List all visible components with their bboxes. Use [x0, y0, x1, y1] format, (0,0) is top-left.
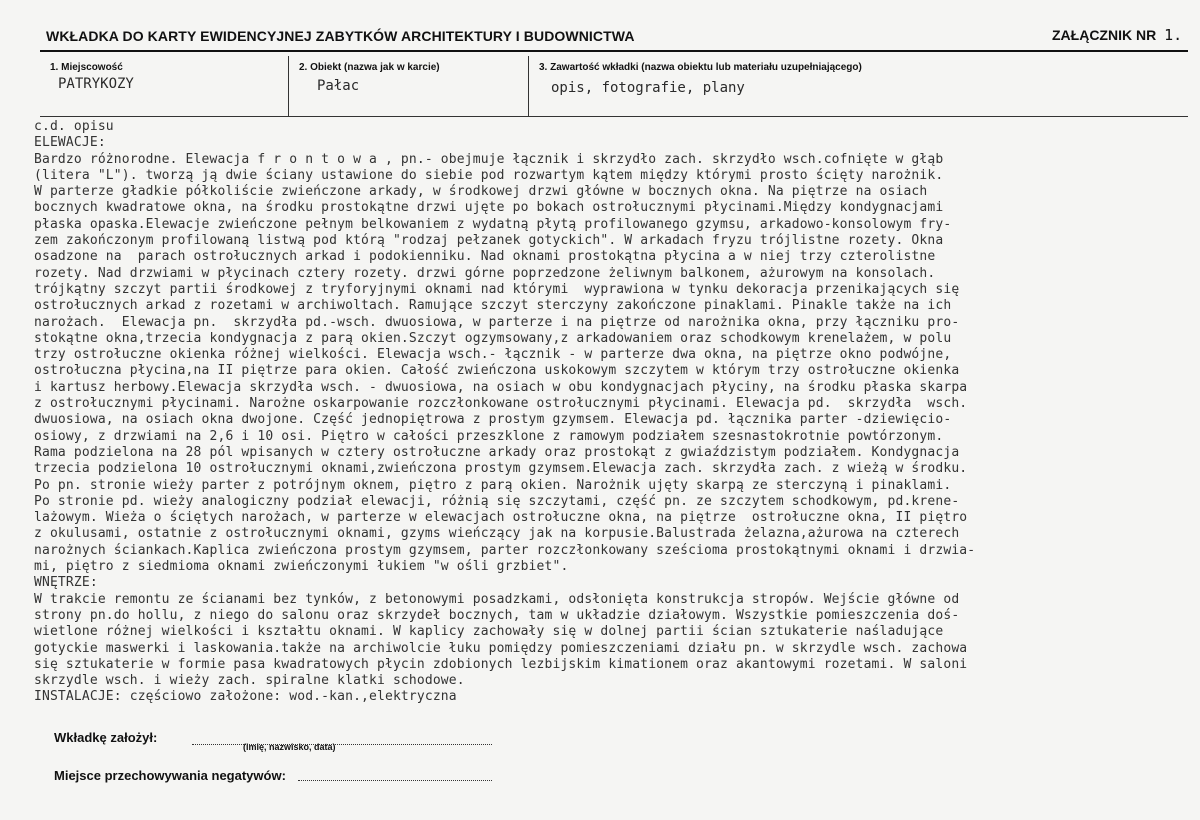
annex-label-group	[1052, 26, 1182, 44]
contents-value: opis, fotografie, plany	[551, 80, 745, 96]
description-line: skrzydle wsch. i wieży zach. spiralne klatki schodowe.	[34, 673, 465, 689]
description-line: ostrołucznych arkad z rozetami w archiwoltach. Ramujące szczyt sterczyny zakończone pinaklami. Pinakle także na ich	[34, 298, 952, 314]
description-line: W parterze gładkie półkoliście zwieńczone arkady, w środkowej drzwi główne w bocznych okna. Na piętrze na osiach	[34, 184, 928, 200]
locality-field	[40, 56, 288, 116]
description-line: trzy ostrołuczne okienka różnej wielkości. Elewacja wsch.- łącznik - w parterze dwa okna, na piętrze okno podwójne,	[34, 347, 952, 363]
description-line: INSTALACJE: częściowo założone: wod.-kan.,elektryczna	[34, 689, 457, 705]
description-line: dwuosiowa, na osiach okna dwojone. Część jednopiętrowa z prostym gzymsem. Elewacja pd. łącznika parter -dziewięcio-	[34, 412, 952, 428]
description-line: bocznych kwadratowe okna, na środku prostokątne drzwi ujęte po bokach ostrołucznymi płycinami.Między kondygnacjami	[34, 200, 944, 216]
contents-field	[528, 56, 1149, 116]
description-line: narożach. Elewacja pn. skrzydła pd.-wsch. dwuosiowa, w parterze i na piętrze od narożnika okna, przy łączniku pro-	[34, 314, 960, 330]
description-line: ostrołuczna płycina,na II piętrze para okien. Całość zwieńczona uskokowym szczytem w którym trzy ostrołuczne okienka	[34, 363, 960, 379]
description-line: c.d. opisu	[34, 119, 114, 134]
description-line: mi, piętro z siedmioma oknami zwieńczonymi łukiem "w ośli grzbiet".	[34, 559, 569, 575]
description-line: Po stronie pd. wieży analogiczny podział elewacji, różnią się szczytami, część pn. ze szczytem schodkowym, pd.krene-	[34, 493, 960, 509]
negatives-location-line	[298, 780, 492, 781]
description-line: zem zakończonym profilowaną listwą pod którą "rodzaj pełzanek gotyckich". W arkadach fryzu trójlistne rozety. Okna	[34, 233, 944, 249]
insert-made-by-line	[192, 744, 492, 745]
description-line: ELEWACJE:	[34, 135, 106, 151]
description-line: osadzone na parach ostrołucznych arkad i podokienniku. Nad oknami prostokątna płycina a w niej trzy czterolistne	[34, 249, 936, 265]
description-line: z ostrołucznymi płycinami. Narożne oskarpowanie rozczłonkowane ostrołucznymi płycinami. Elewacja pd. skrzydła wsch.	[34, 396, 968, 412]
description-line: lażowym. Wieża o ściętych narożach, w parterze w elewacjach ostrołuczne okna, na piętrze ostrołuczne okna, II piętro	[34, 510, 968, 526]
negatives-location-label: Miejsce przechowywania negatywów:	[54, 768, 286, 783]
description-line: (litera "L"). tworzą ją dwie ściany ustawione do siebie pod rozwartym kątem między którymi prosto ścięty narożnik.	[34, 167, 944, 183]
description-line: z okulusami, ostatnie z ostrołucznymi oknami, gzyms wieńczący jak na korpusie.Balustrada żelazna,ażurowa na czterech	[34, 526, 960, 542]
annex-label: ZAŁĄCZNIK NR	[1052, 27, 1157, 43]
fields-row	[40, 56, 1188, 117]
insert-made-by-hint: (imię, nazwisko, data)	[243, 742, 336, 752]
description-line: wietlone różnej wielkości i kształtu oknami. W kaplicy zachowały się w dolnej partii ścian sztukaterie naśladujące	[34, 624, 944, 640]
insert-made-by-label: Wkładkę założył:	[54, 730, 158, 745]
description-line: WNĘTRZE:	[34, 575, 98, 591]
description-line: stokątne okna,trzecia kondygnacja z parą okien.Szczyt ogzymsowany,z arkadowaniem oraz schodkowym krenelażem, w polu	[34, 330, 952, 346]
description-line: Po pn. stronie wieży parter z potrójnym oknem, piętro z parą okien. Narożnik ujęty skarpą ze sterczyną i pinaklami.	[34, 477, 952, 493]
description-line: rozety. Nad drzwiami w płycinach cztery rozety. drzwi górne poprzedzone żeliwnym balkonem, ażurowym na konsolach.	[34, 265, 936, 281]
object-label: 2. Obiekt (nazwa jak w karcie)	[299, 62, 440, 73]
description-line: płaska opaska.Elewacje zwieńczone pełnym belkowaniem z wydatną płytą profilowanego gzymsu, arkadowo-konsolowym fry-	[34, 216, 952, 232]
description-line: W trakcie remontu ze ścianami bez tynków, z betonowymi posadzkami, odsłonięta konstrukcja stropów. Wejście główne od	[34, 591, 960, 607]
description-line: i kartusz herbowy.Elewacja skrzydła wsch. - dwuosiowa, na osiach w obu kondygnacjach płyciny, na środku płaska skarpa	[34, 379, 968, 395]
locality-value: PATRYKOZY	[58, 76, 134, 92]
description-line: narożnych ściankach.Kaplica zwieńczona prostym gzymsem, parter rozczłonkowany sześcioma prostokątnymi oknami i drzwia-	[34, 542, 976, 558]
description-body	[34, 119, 1200, 706]
description-line: się sztukaterie w formie pasa kwadratowych płycin zdobionych lezbijskim kimationem oraz akantowymi rozetami. W saloni	[34, 656, 968, 672]
description-line: osiowy, z drzwiami na 2,6 i 10 osi. Piętro w całości przeszklone z ramowym podziałem szesnastokrotnie powtórzonym.	[34, 428, 944, 444]
description-line: strony pn.do hollu, z niego do salonu oraz skrzydeł bocznych, tam w układzie działowym. Wszystkie pomieszczenia doś-	[34, 607, 960, 623]
object-field	[288, 56, 529, 116]
header-bar	[40, 18, 1188, 52]
description-line: Bardzo różnorodne. Elewacja f r o n t o w a , pn.- obejmuje łącznik i skrzydło zach. skrzydło wsch.cofnięte w głąb	[34, 151, 944, 167]
annex-number: 1.	[1164, 26, 1183, 44]
description-line: trzecia podzielona 10 ostrołucznymi oknami,zwieńczona prostym gzymsem.Elewacja zach. skrzydła zach. z wieżą w środku.	[34, 461, 968, 477]
contents-label: 3. Zawartość wkładki (nazwa obiektu lub materiału uzupełniającego)	[539, 62, 862, 73]
form-title: WKŁADKA DO KARTY EWIDENCYJNEJ ZABYTKÓW ARCHITEKTURY I BUDOWNICTWA	[46, 28, 635, 44]
locality-label: 1. Miejscowość	[50, 62, 123, 73]
object-value: Pałac	[317, 78, 360, 94]
description-line: Rama podzielona na 28 pól wpisanych w cztery ostrołuczne arkady oraz prostokąt z gwiaździstym podziałem. Kondygnacja	[34, 444, 960, 460]
description-line: trójkątny szczyt partii środkowej z tryforyjnymi oknami nad którymi wyprawiona w tynku dekoracja przenikających się	[34, 281, 960, 297]
description-line: gotyckie maswerki i laskowania.także na archiwolcie łuku pomiędzy pomieszczeniami działu pn. w skrzydle wsch. zachowa	[34, 640, 968, 656]
